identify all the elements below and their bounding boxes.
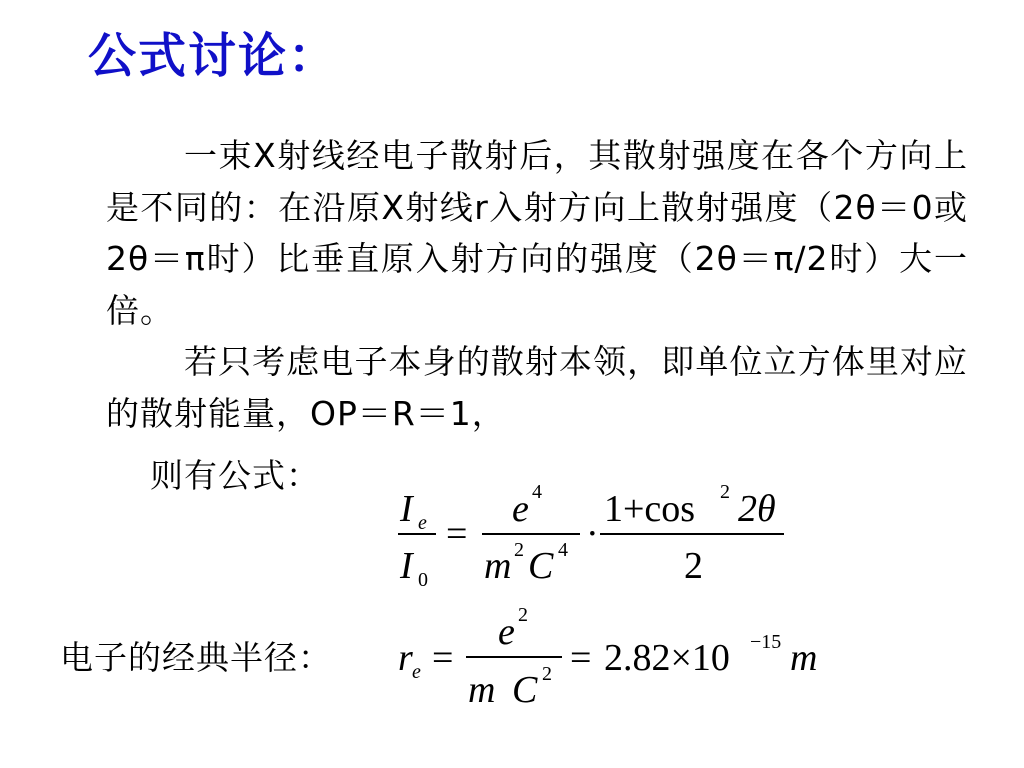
radius-equals-2: =	[570, 637, 592, 679]
frac2-numerator-post: 2θ	[738, 488, 776, 530]
paragraph-electron-scattering: 若只考虑电子本身的散射本领，即单位立方体里对应的散射能量，OP＝R＝1，	[106, 342, 968, 433]
radius-label: 电子的经典半径：	[60, 638, 332, 677]
intensity-formula	[398, 481, 784, 591]
radius-denominator-c: C	[512, 669, 538, 711]
radius-equals: =	[432, 637, 454, 679]
frac1-numerator-base: e	[512, 488, 529, 530]
frac1-denominator-c: C	[528, 545, 554, 587]
radius-lhs-var: r	[398, 637, 413, 679]
frac2-numerator-pre: 1+cos	[604, 488, 696, 530]
intensity-equals: =	[446, 513, 468, 555]
radius-numerator-base: e	[498, 611, 515, 653]
frac1-numerator-exp: 4	[532, 481, 542, 503]
slide-title: 公式讨论：	[88, 28, 339, 84]
frac1-denominator-c-exp: 4	[558, 539, 568, 561]
frac2-numerator-exp: 2	[720, 481, 730, 503]
radius-formula	[398, 604, 817, 711]
radius-numerator-exp: 2	[518, 604, 528, 626]
multiplication-dot: ·	[586, 513, 599, 555]
radius-denominator-m: m	[468, 669, 496, 711]
formula-intro-label: 则有公式：	[150, 456, 320, 495]
lhs-numerator-sub: e	[418, 512, 427, 534]
radius-value-exp: −15	[750, 631, 782, 653]
radius-lhs-sub: e	[412, 661, 421, 683]
radius-denominator-c-exp: 2	[542, 663, 552, 685]
frac1-denominator-m-exp: 2	[514, 539, 524, 561]
frac1-denominator-m: m	[484, 545, 512, 587]
lhs-denominator-sub: 0	[418, 569, 428, 591]
lhs-denominator-var: I	[400, 545, 413, 587]
lhs-numerator-var: I	[400, 488, 413, 530]
radius-unit: m	[790, 637, 818, 679]
radius-value: 2.82×10	[604, 637, 730, 679]
frac2-denominator: 2	[684, 545, 703, 587]
paragraph-scattering-intro: 一束X射线经电子散射后，其散射强度在各个方向上是不同的：在沿原X射线r入射方向上散射强度（2θ＝0或2θ＝π时）比垂直原入射方向的强度（2θ＝π/2时）大一倍。	[106, 136, 968, 330]
